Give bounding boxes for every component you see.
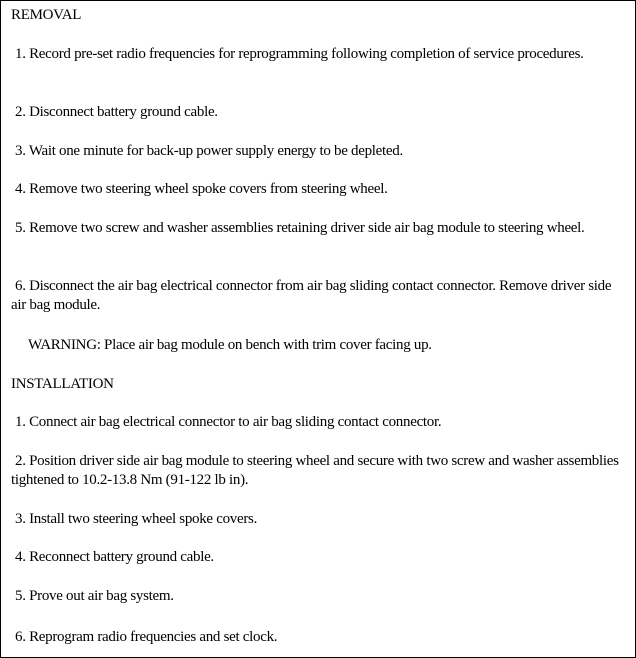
- installation-heading: INSTALLATION: [11, 376, 114, 392]
- installation-step-1: 1. Connect air bag electrical connector to air bag sliding contact connector.: [15, 414, 442, 430]
- removal-heading: REMOVAL: [11, 7, 82, 23]
- installation-step-5: 5. Prove out air bag system.: [15, 588, 174, 604]
- removal-step-1: 1. Record pre-set radio frequencies for reprogramming following completion of service procedures.: [15, 46, 584, 62]
- removal-step-5: 5. Remove two screw and washer assemblies retaining driver side air bag module to steering wheel.: [15, 220, 585, 236]
- installation-step-6: 6. Reprogram radio frequencies and set clock.: [15, 629, 278, 645]
- removal-step-3: 3. Wait one minute for back-up power supply energy to be depleted.: [15, 143, 403, 159]
- removal-step-2: 2. Disconnect battery ground cable.: [15, 104, 218, 120]
- installation-step-2: 2. Position driver side air bag module to steering wheel and secure with two screw and washer assemblies tightened to 10.2-13.8 Nm (91-122 lb in).: [11, 453, 619, 488]
- installation-step-4: 4. Reconnect battery ground cable.: [15, 549, 214, 565]
- installation-step-3: 3. Install two steering wheel spoke covers.: [15, 511, 258, 527]
- removal-step-6: 6. Disconnect the air bag electrical connector from air bag sliding contact connector. Remove driver side air bag module.: [11, 278, 612, 313]
- removal-step-4: 4. Remove two steering wheel spoke covers from steering wheel.: [15, 181, 388, 197]
- warning-note: WARNING: Place air bag module on bench with trim cover facing up.: [28, 337, 432, 353]
